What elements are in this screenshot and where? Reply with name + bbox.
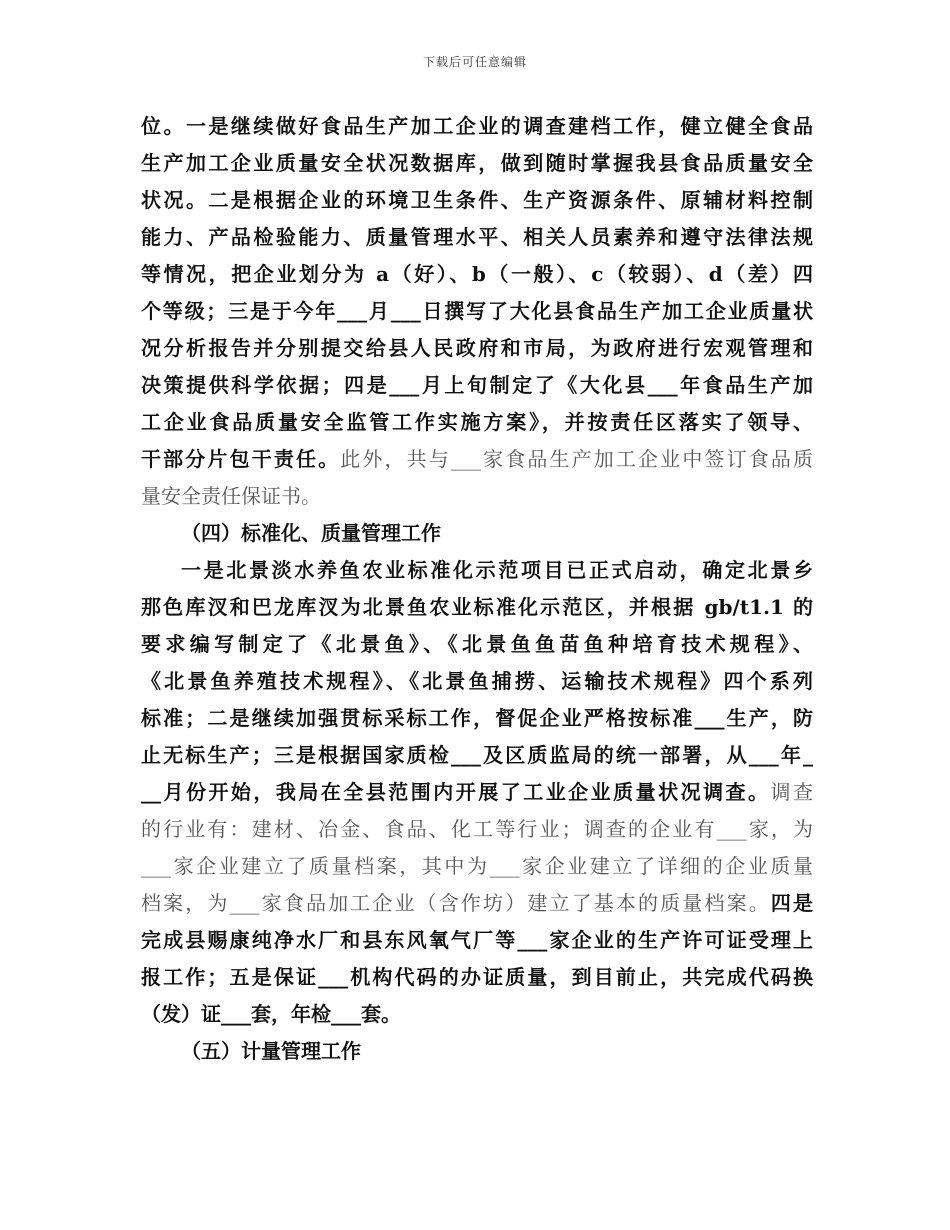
text-segment: 工企业食品质量安全监管工作实施方案》，并按责任区落实了领导、 [141, 410, 813, 434]
text-segment: 况分析报告并分别提交给县人民政府和市局，为政府进行宏观管理和 [141, 336, 813, 360]
document-body [141, 108, 813, 1070]
text-line [141, 996, 813, 1033]
text-segment: （发）证___套，年检___套。 [141, 1002, 401, 1026]
text-segment: 的行业有：建材、冶金、食品、化工等行业；调查的企业有___家，为 [141, 817, 813, 841]
text-segment: 完成县赐康纯净水厂和县东风氧气厂等___家企业的生产许可证受理上 [141, 928, 813, 952]
text-line [141, 478, 813, 515]
text-line [141, 293, 813, 330]
text-segment: 标准；二是继续加强贯标采标工作，督促企业严格按标准___生产，防 [141, 706, 813, 730]
text-segment: 干部分片包干责任。 [141, 447, 341, 471]
text-segment: 位。一是继续做好食品生产加工企业的调查建档工作，健立健全食品 [141, 114, 813, 138]
text-segment: 报工作；五是保证___机构代码的办证质量，到目前止，共完成代码换 [141, 965, 813, 989]
page-header: 下载后可任意编辑 [422, 55, 527, 69]
text-line [141, 182, 813, 219]
text-line [141, 552, 813, 589]
text-segment: 此外，共与___家食品生产加工企业中签订食品质 [340, 447, 814, 471]
text-segment: 等情况，把企业划分为 a（好）、b（一般）、c（较弱）、d（差）四 [141, 262, 813, 286]
text-segment: 个等级；三是于今年___月___日撰写了大化县食品生产加工企业质量状 [141, 299, 813, 323]
text-segment: 那色库汊和巴龙库汊为北景鱼农业标准化示范区，并根据 gb/t1.1 的 [141, 595, 813, 619]
text-line [141, 626, 813, 663]
text-segment: ___家企业建立了质量档案，其中为___家企业建立了详细的企业质量 [141, 854, 813, 878]
text-segment: 生产加工企业质量安全状况数据库，做到随时掌握我县食品质量安全 [141, 151, 813, 175]
text-segment: 一是北景淡水养鱼农业标准化示范项目已正式启动，确定北景乡 [181, 558, 813, 582]
text-segment: （四）标准化、质量管理工作 [181, 521, 441, 545]
text-segment: 量安全责任保证书。 [141, 484, 321, 508]
text-segment: 能力、产品检验能力、质量管理水平、相关人员素养和遵守法律法规 [141, 225, 813, 249]
text-segment: 四是 [770, 891, 814, 915]
text-line [141, 663, 813, 700]
text-line [141, 589, 813, 626]
text-line [141, 515, 813, 552]
text-line [141, 700, 813, 737]
text-segment: 调查 [770, 780, 814, 804]
text-line [141, 959, 813, 996]
text-segment: 止无标生产；三是根据国家质检___及区质监局的统一部署，从___年_ [141, 743, 813, 767]
text-line [141, 256, 813, 293]
text-line [141, 848, 813, 885]
text-segment: 状况。二是根据企业的环境卫生条件、生产资源条件、原辅材料控制 [141, 188, 813, 212]
text-line [141, 219, 813, 256]
text-line [141, 922, 813, 959]
text-line [141, 108, 813, 145]
text-segment: 决策提供科学依据；四是___月上旬制定了《大化县___年食品生产加 [141, 373, 813, 397]
text-segment: 档案，为___家食品加工企业（含作坊）建立了基本的质量档案。 [141, 891, 771, 915]
text-line [141, 774, 813, 811]
text-line [141, 811, 813, 848]
text-line [141, 737, 813, 774]
text-line [141, 404, 813, 441]
text-line [141, 367, 813, 404]
text-segment: __月份开始，我局在全县范围内开展了工业企业质量状况调查。 [141, 780, 771, 804]
text-line [141, 330, 813, 367]
text-line [141, 1033, 813, 1070]
text-segment: （五）计量管理工作 [181, 1039, 361, 1063]
text-segment: 要求编写制定了《北景鱼》、《北景鱼鱼苗鱼种培育技术规程》、 [141, 632, 813, 656]
text-line [141, 885, 813, 922]
text-segment: 《北景鱼养殖技术规程》、《北景鱼捕捞、运输技术规程》四个系列 [141, 669, 813, 693]
text-line [141, 145, 813, 182]
text-line [141, 441, 813, 478]
